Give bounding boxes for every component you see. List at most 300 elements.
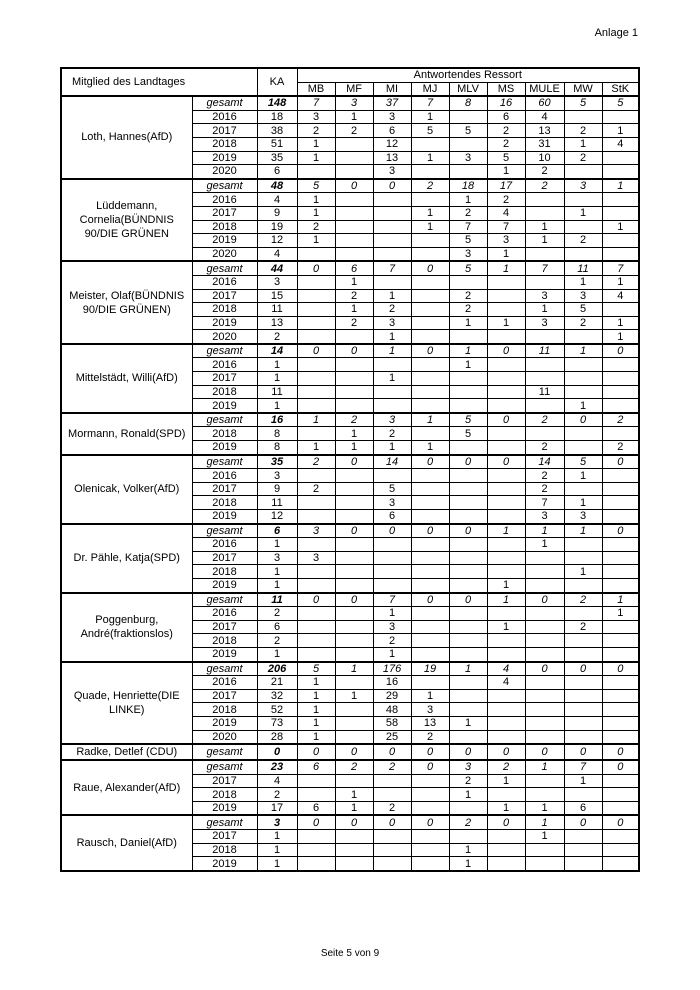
ressort-count: 10 <box>525 151 564 165</box>
ressort-count <box>411 469 449 483</box>
ressort-count: 2 <box>525 441 564 455</box>
ressort-count: 1 <box>487 316 525 330</box>
ressort-count <box>297 607 335 621</box>
ressort-count: 6 <box>297 760 335 774</box>
ressort-count: 48 <box>373 703 411 717</box>
ressort-count: 1 <box>487 620 525 634</box>
member-name-line: Lüddemann, Cornelia <box>79 200 158 227</box>
ressort-count: 1 <box>564 137 602 151</box>
ka-count: 8 <box>257 441 297 455</box>
ressort-count: 2 <box>335 413 373 427</box>
ressort-count <box>335 469 373 483</box>
ka-count: 13 <box>257 316 297 330</box>
ressort-count: 4 <box>602 137 639 151</box>
ressort-count <box>564 247 602 261</box>
ka-count: 3 <box>257 815 297 829</box>
ressort-count: 1 <box>487 593 525 607</box>
ressort-count <box>411 234 449 248</box>
ressort-count <box>525 843 564 857</box>
ressort-count: 8 <box>449 96 487 110</box>
ressort-count <box>525 689 564 703</box>
ressort-count: 2 <box>297 482 335 496</box>
ressort-count: 5 <box>449 413 487 427</box>
ressort-count <box>411 857 449 871</box>
ressort-count: 0 <box>297 593 335 607</box>
ressort-count <box>335 730 373 744</box>
ressort-count: 5 <box>297 662 335 676</box>
ressort-count: 1 <box>449 193 487 207</box>
ressort-count: 3 <box>525 289 564 303</box>
ressort-count: 3 <box>373 413 411 427</box>
row-label: 2018 <box>192 703 257 717</box>
ressort-count <box>525 330 564 344</box>
ressort-count <box>297 843 335 857</box>
ressort-count <box>564 676 602 690</box>
ressort-count: 5 <box>449 234 487 248</box>
ressort-count: 3 <box>373 165 411 179</box>
ressort-count: 1 <box>335 441 373 455</box>
ressort-count <box>373 774 411 788</box>
row-label: 2019 <box>192 857 257 871</box>
ressort-count: 6 <box>335 261 373 275</box>
ressort-count <box>411 330 449 344</box>
ka-count: 18 <box>257 110 297 124</box>
ressort-count <box>602 703 639 717</box>
ka-count: 1 <box>257 843 297 857</box>
ressort-count: 1 <box>564 206 602 220</box>
ressort-count: 1 <box>449 316 487 330</box>
ressort-count <box>449 137 487 151</box>
ressort-count: 11 <box>525 344 564 358</box>
header-ressort-group: Antwortendes Ressort <box>297 68 639 82</box>
ressort-count: 2 <box>564 593 602 607</box>
ressort-count: 2 <box>564 234 602 248</box>
ressort-count <box>525 358 564 372</box>
ressort-count: 1 <box>487 524 525 538</box>
ressort-count <box>487 372 525 386</box>
member-name-line: (SPD) <box>155 427 186 440</box>
row-label: 2020 <box>192 330 257 344</box>
ressort-count <box>602 843 639 857</box>
ressort-count <box>411 565 449 579</box>
ressort-count <box>564 716 602 730</box>
ressort-count <box>487 607 525 621</box>
ressort-count <box>411 137 449 151</box>
ressort-count: 1 <box>525 760 564 774</box>
ressort-count: 7 <box>449 220 487 234</box>
ressort-count <box>487 830 525 844</box>
ressort-count <box>487 275 525 289</box>
ressort-count: 2 <box>564 620 602 634</box>
ressort-count: 4 <box>487 662 525 676</box>
ressort-count: 2 <box>525 482 564 496</box>
ressort-count <box>487 634 525 648</box>
ressort-count: 11 <box>564 261 602 275</box>
ressort-count <box>335 399 373 413</box>
ressort-count <box>487 689 525 703</box>
ressort-count <box>449 647 487 661</box>
ressort-count: 0 <box>487 815 525 829</box>
ressort-count <box>335 372 373 386</box>
ka-count: 21 <box>257 676 297 690</box>
ressort-count <box>297 830 335 844</box>
ressort-count: 1 <box>297 193 335 207</box>
ressort-count <box>449 510 487 524</box>
row-label: 2016 <box>192 607 257 621</box>
ressort-count <box>564 358 602 372</box>
ressort-count: 1 <box>411 151 449 165</box>
ressort-count: 0 <box>411 744 449 760</box>
ressort-count <box>373 399 411 413</box>
ressort-count: 5 <box>449 124 487 138</box>
ressort-count: 29 <box>373 689 411 703</box>
ressort-count <box>449 730 487 744</box>
header-member: Mitglied des Landtages <box>61 68 257 96</box>
member-name-line: Mormann, Ronald <box>68 427 156 440</box>
ressort-count <box>564 110 602 124</box>
ressort-count <box>487 427 525 441</box>
ka-count: 73 <box>257 716 297 730</box>
ressort-count <box>335 510 373 524</box>
ressort-count: 3 <box>373 496 411 510</box>
ressort-count: 0 <box>602 760 639 774</box>
ressort-count <box>297 372 335 386</box>
ka-count: 148 <box>257 96 297 110</box>
ressort-count: 1 <box>487 578 525 592</box>
ressort-count: 13 <box>525 124 564 138</box>
ressort-count: 1 <box>335 110 373 124</box>
ka-count: 1 <box>257 565 297 579</box>
ressort-count: 1 <box>602 330 639 344</box>
header-ressort: MULE <box>525 82 564 96</box>
table-row <box>61 662 639 676</box>
ressort-count <box>411 482 449 496</box>
ressort-count: 4 <box>525 110 564 124</box>
ressort-count <box>564 551 602 565</box>
ressort-count: 3 <box>449 151 487 165</box>
ressort-count <box>411 427 449 441</box>
ressort-count <box>449 551 487 565</box>
ressort-count: 0 <box>335 344 373 358</box>
ressort-count: 5 <box>297 179 335 193</box>
ka-count: 9 <box>257 482 297 496</box>
ressort-count: 1 <box>449 344 487 358</box>
ressort-count <box>335 151 373 165</box>
ressort-count: 1 <box>564 774 602 788</box>
ressort-count: 1 <box>564 344 602 358</box>
ressort-count: 0 <box>411 261 449 275</box>
ressort-count: 3 <box>564 289 602 303</box>
ressort-count: 1 <box>525 801 564 815</box>
ka-count: 2 <box>257 330 297 344</box>
member-name-line: (BÜNDNIS 90/ <box>82 289 185 316</box>
ressort-count: 2 <box>487 760 525 774</box>
ka-count: 1 <box>257 830 297 844</box>
ressort-count <box>525 788 564 802</box>
ressort-count <box>525 774 564 788</box>
ressort-count <box>602 774 639 788</box>
ressort-count: 1 <box>602 124 639 138</box>
table-body <box>61 96 639 871</box>
ressort-count: 2 <box>373 303 411 317</box>
ka-count: 35 <box>257 151 297 165</box>
ressort-count: 5 <box>449 427 487 441</box>
header-ressort: MI <box>373 82 411 96</box>
ressort-count: 5 <box>564 455 602 469</box>
ressort-count <box>373 193 411 207</box>
ressort-count: 4 <box>487 206 525 220</box>
row-label: 2018 <box>192 843 257 857</box>
ressort-count <box>487 703 525 717</box>
ressort-count: 1 <box>525 815 564 829</box>
row-label: 2018 <box>192 565 257 579</box>
ressort-count <box>335 385 373 399</box>
ressort-count: 31 <box>525 137 564 151</box>
ka-count: 1 <box>257 358 297 372</box>
ka-count: 52 <box>257 703 297 717</box>
ressort-count <box>373 788 411 802</box>
ressort-count: 2 <box>297 220 335 234</box>
ressort-count <box>487 538 525 552</box>
ressort-count: 7 <box>525 496 564 510</box>
ressort-count: 1 <box>525 538 564 552</box>
ressort-count <box>297 620 335 634</box>
ressort-count: 0 <box>411 815 449 829</box>
ressort-count: 7 <box>602 261 639 275</box>
ressort-count <box>297 399 335 413</box>
ressort-count <box>335 716 373 730</box>
ressort-count <box>487 482 525 496</box>
ressort-count: 2 <box>602 413 639 427</box>
member-name-line: (fraktionslos) <box>109 628 173 641</box>
ressort-count: 7 <box>564 760 602 774</box>
row-label: 2016 <box>192 676 257 690</box>
ressort-count: 0 <box>602 524 639 538</box>
ressort-count: 0 <box>297 344 335 358</box>
ressort-count: 37 <box>373 96 411 110</box>
ressort-count: 0 <box>564 744 602 760</box>
ressort-count <box>487 441 525 455</box>
ressort-count <box>373 206 411 220</box>
ressort-count: 1 <box>335 801 373 815</box>
ressort-count <box>602 620 639 634</box>
row-label: 2019 <box>192 716 257 730</box>
ressort-count <box>602 788 639 802</box>
ressort-count: 1 <box>335 662 373 676</box>
ressort-count: 5 <box>449 261 487 275</box>
ressort-count: 2 <box>487 137 525 151</box>
ressort-count <box>411 538 449 552</box>
ressort-count <box>297 565 335 579</box>
row-label: gesamt <box>192 455 257 469</box>
ka-count: 11 <box>257 593 297 607</box>
ressort-count <box>335 220 373 234</box>
table-row <box>61 815 639 829</box>
ressort-count: 3 <box>373 316 411 330</box>
row-label: 2018 <box>192 427 257 441</box>
ressort-count <box>487 565 525 579</box>
row-label: 2020 <box>192 730 257 744</box>
ressort-count <box>487 303 525 317</box>
ressort-count <box>602 372 639 386</box>
ressort-count <box>564 647 602 661</box>
ressort-count <box>411 843 449 857</box>
ressort-count <box>335 676 373 690</box>
ressort-count <box>297 303 335 317</box>
ressort-count <box>602 716 639 730</box>
ka-count: 4 <box>257 193 297 207</box>
ressort-count: 2 <box>335 760 373 774</box>
ressort-count: 5 <box>487 151 525 165</box>
ressort-count <box>335 538 373 552</box>
ressort-count: 0 <box>335 524 373 538</box>
table-row <box>61 179 639 193</box>
ressort-count <box>602 358 639 372</box>
row-label: 2016 <box>192 469 257 483</box>
ressort-count: 2 <box>564 151 602 165</box>
ka-count: 11 <box>257 303 297 317</box>
ka-count: 6 <box>257 620 297 634</box>
ressort-count: 14 <box>525 455 564 469</box>
ressort-count <box>297 469 335 483</box>
row-label: 2019 <box>192 151 257 165</box>
ressort-count <box>373 220 411 234</box>
ressort-count: 11 <box>525 385 564 399</box>
ressort-count: 1 <box>297 206 335 220</box>
member-name <box>61 744 192 760</box>
ressort-count: 6 <box>297 801 335 815</box>
ressort-count <box>411 830 449 844</box>
header-ressort: MS <box>487 82 525 96</box>
ressort-count <box>564 538 602 552</box>
ressort-count: 6 <box>373 124 411 138</box>
member-name-line: Poggenburg, André <box>80 614 159 641</box>
ressort-count <box>564 607 602 621</box>
ressort-count: 0 <box>564 413 602 427</box>
ressort-count <box>564 441 602 455</box>
ressort-count <box>335 830 373 844</box>
ressort-count <box>335 330 373 344</box>
row-label: 2017 <box>192 482 257 496</box>
ressort-count: 0 <box>602 815 639 829</box>
ressort-count <box>602 578 639 592</box>
ressort-count <box>564 330 602 344</box>
ressort-count: 1 <box>449 662 487 676</box>
row-label: 2016 <box>192 358 257 372</box>
row-label: gesamt <box>192 744 257 760</box>
ressort-count: 0 <box>449 744 487 760</box>
ressort-count: 2 <box>487 124 525 138</box>
table-row <box>61 744 639 760</box>
ressort-count: 14 <box>373 455 411 469</box>
ressort-count <box>411 647 449 661</box>
row-label: 2019 <box>192 399 257 413</box>
row-label: 2019 <box>192 510 257 524</box>
ressort-count <box>487 843 525 857</box>
ressort-count <box>449 538 487 552</box>
ressort-count <box>373 830 411 844</box>
ressort-count <box>449 801 487 815</box>
ressort-count: 18 <box>449 179 487 193</box>
ressort-count <box>297 385 335 399</box>
ressort-count <box>297 247 335 261</box>
ressort-count <box>449 385 487 399</box>
ressort-count <box>487 730 525 744</box>
ka-count: 16 <box>257 413 297 427</box>
ressort-count: 1 <box>449 843 487 857</box>
member-name <box>61 413 192 455</box>
member-name-line: Meister, Olaf <box>69 289 132 302</box>
row-label: 2020 <box>192 165 257 179</box>
row-label: 2016 <box>192 275 257 289</box>
ressort-count <box>297 647 335 661</box>
member-name-line: Radke, Detlef (CDU) <box>76 746 178 759</box>
ressort-count: 1 <box>373 607 411 621</box>
ressort-count <box>411 275 449 289</box>
ka-count: 32 <box>257 689 297 703</box>
ressort-count: 1 <box>411 110 449 124</box>
ressort-count: 2 <box>335 289 373 303</box>
ressort-count <box>297 289 335 303</box>
ressort-count: 1 <box>297 689 335 703</box>
ressort-count <box>449 676 487 690</box>
header-ka: KA <box>257 68 297 96</box>
ressort-count <box>525 716 564 730</box>
ka-count: 19 <box>257 220 297 234</box>
ressort-count <box>564 165 602 179</box>
ressort-count <box>602 206 639 220</box>
row-label: gesamt <box>192 261 257 275</box>
ressort-count <box>411 496 449 510</box>
ressort-count <box>411 578 449 592</box>
member-name-line: (SPD) <box>149 552 180 565</box>
ressort-count: 0 <box>335 455 373 469</box>
row-label: gesamt <box>192 815 257 829</box>
ressort-count: 2 <box>449 303 487 317</box>
ressort-count <box>411 399 449 413</box>
ressort-count: 1 <box>525 303 564 317</box>
ka-count: 12 <box>257 234 297 248</box>
ressort-count: 7 <box>297 96 335 110</box>
ressort-count: 1 <box>297 730 335 744</box>
ressort-count <box>602 399 639 413</box>
ressort-count: 1 <box>602 275 639 289</box>
ressort-count: 1 <box>487 774 525 788</box>
ressort-count <box>602 193 639 207</box>
ka-count: 0 <box>257 744 297 760</box>
ressort-count <box>525 372 564 386</box>
row-label: 2017 <box>192 551 257 565</box>
ressort-count <box>373 234 411 248</box>
ressort-count <box>411 316 449 330</box>
ressort-count <box>449 441 487 455</box>
row-label: gesamt <box>192 179 257 193</box>
ka-count: 17 <box>257 801 297 815</box>
ka-count: 12 <box>257 510 297 524</box>
ressort-count <box>487 510 525 524</box>
ressort-count: 2 <box>564 124 602 138</box>
ressort-count: 7 <box>373 593 411 607</box>
ressort-count: 3 <box>525 316 564 330</box>
ressort-count <box>335 358 373 372</box>
table-row <box>61 96 639 110</box>
ka-count: 48 <box>257 179 297 193</box>
ressort-count <box>487 857 525 871</box>
ressort-count <box>602 857 639 871</box>
member-name-line: Raue, Alexander <box>73 781 155 794</box>
ressort-count: 1 <box>564 275 602 289</box>
ka-count: 2 <box>257 634 297 648</box>
